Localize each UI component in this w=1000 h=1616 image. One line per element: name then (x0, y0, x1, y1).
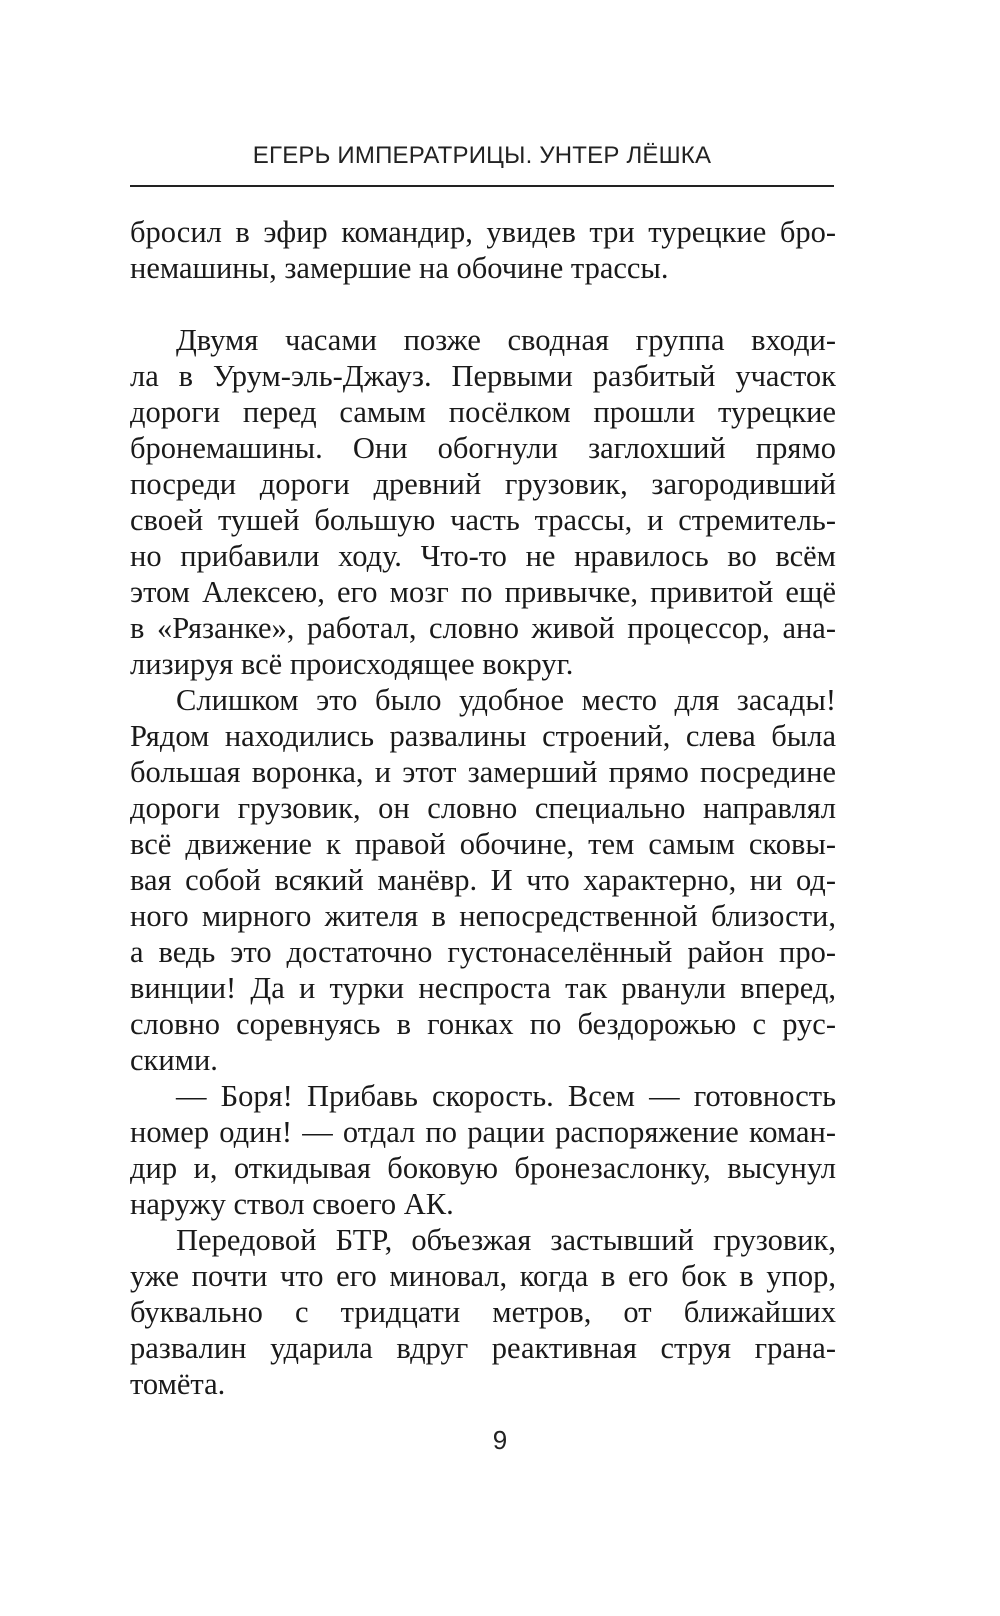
text-line: бросил в эфир командир, увидев три турецкие бро- (130, 215, 836, 249)
text-line: дороги грузовик, он словно специально направлял (130, 791, 836, 825)
running-header: ЕГЕРЬ ИМПЕРАТРИЦЫ. УНТЕР ЛЁШКА (252, 142, 712, 169)
text-line: а ведь это достаточно густонаселённый район про- (130, 935, 836, 969)
text-line: винции! Да и турки неспроста так рванули вперед, (130, 971, 836, 1005)
text-line: дир и, откидывая боковую бронезаслонку, высунул (130, 1151, 836, 1185)
text-line: скими. (130, 1043, 218, 1077)
text-line: — Боря! Прибавь скорость. Всем — готовность (176, 1079, 836, 1113)
text-line: Слишком это было удобное место для засады! (176, 683, 836, 717)
text-line: бронемашины. Они обогнули заглохший прямо (130, 431, 836, 465)
text-line: большая воронка, и этот замерший прямо посредине (130, 755, 836, 789)
text-line: словно соревнуясь в гонках по бездорожью с рус- (130, 1007, 836, 1041)
text-line: томёта. (130, 1367, 226, 1401)
text-line: ла в Урум-эль-Джауз. Первыми разбитый участок (130, 359, 836, 393)
text-line: немашины, замершие на обочине трассы. (130, 251, 669, 285)
header-divider (130, 185, 834, 187)
text-line: Двумя часами позже сводная группа входи- (176, 323, 836, 357)
text-line: всё движение к правой обочине, тем самым сковы- (130, 827, 836, 861)
body-text (130, 214, 836, 1402)
text-line: номер один! — отдал по рации распоряжение коман- (130, 1115, 836, 1149)
text-line: ного мирного жителя в непосредственной близости, (130, 899, 836, 933)
text-line: наружу ствол своего АК. (130, 1187, 454, 1221)
section-break (130, 286, 836, 322)
text-line: посреди дороги древний грузовик, загородивший (130, 467, 836, 501)
text-line: развалин ударила вдруг реактивная струя грана- (130, 1331, 836, 1365)
text-line: Рядом находились развалины строений, слева была (130, 719, 836, 753)
text-line: в «Рязанке», работал, словно живой процессор, ана- (130, 611, 836, 645)
text-line: дороги перед самым посёлком прошли турецкие (130, 395, 836, 429)
page-number: 9 (492, 1425, 508, 1455)
text-line: лизируя всё происходящее вокруг. (130, 647, 574, 681)
text-line: своей тушей большую часть трассы, и стремитель- (130, 503, 836, 537)
text-line: но прибавили ходу. Что-то не нравилось во всём (130, 539, 836, 573)
text-line: буквально с тридцати метров, от ближайших (130, 1295, 836, 1329)
text-line: этом Алексею, его мозг по привычке, привитой ещё (130, 575, 836, 609)
text-line: Передовой БТР, объезжая застывший грузовик, (176, 1223, 836, 1257)
text-line: вая собой всякий манёвр. И что характерно, ни од- (130, 863, 836, 897)
text-line: уже почти что его миновал, когда в его бок в упор, (130, 1259, 836, 1293)
